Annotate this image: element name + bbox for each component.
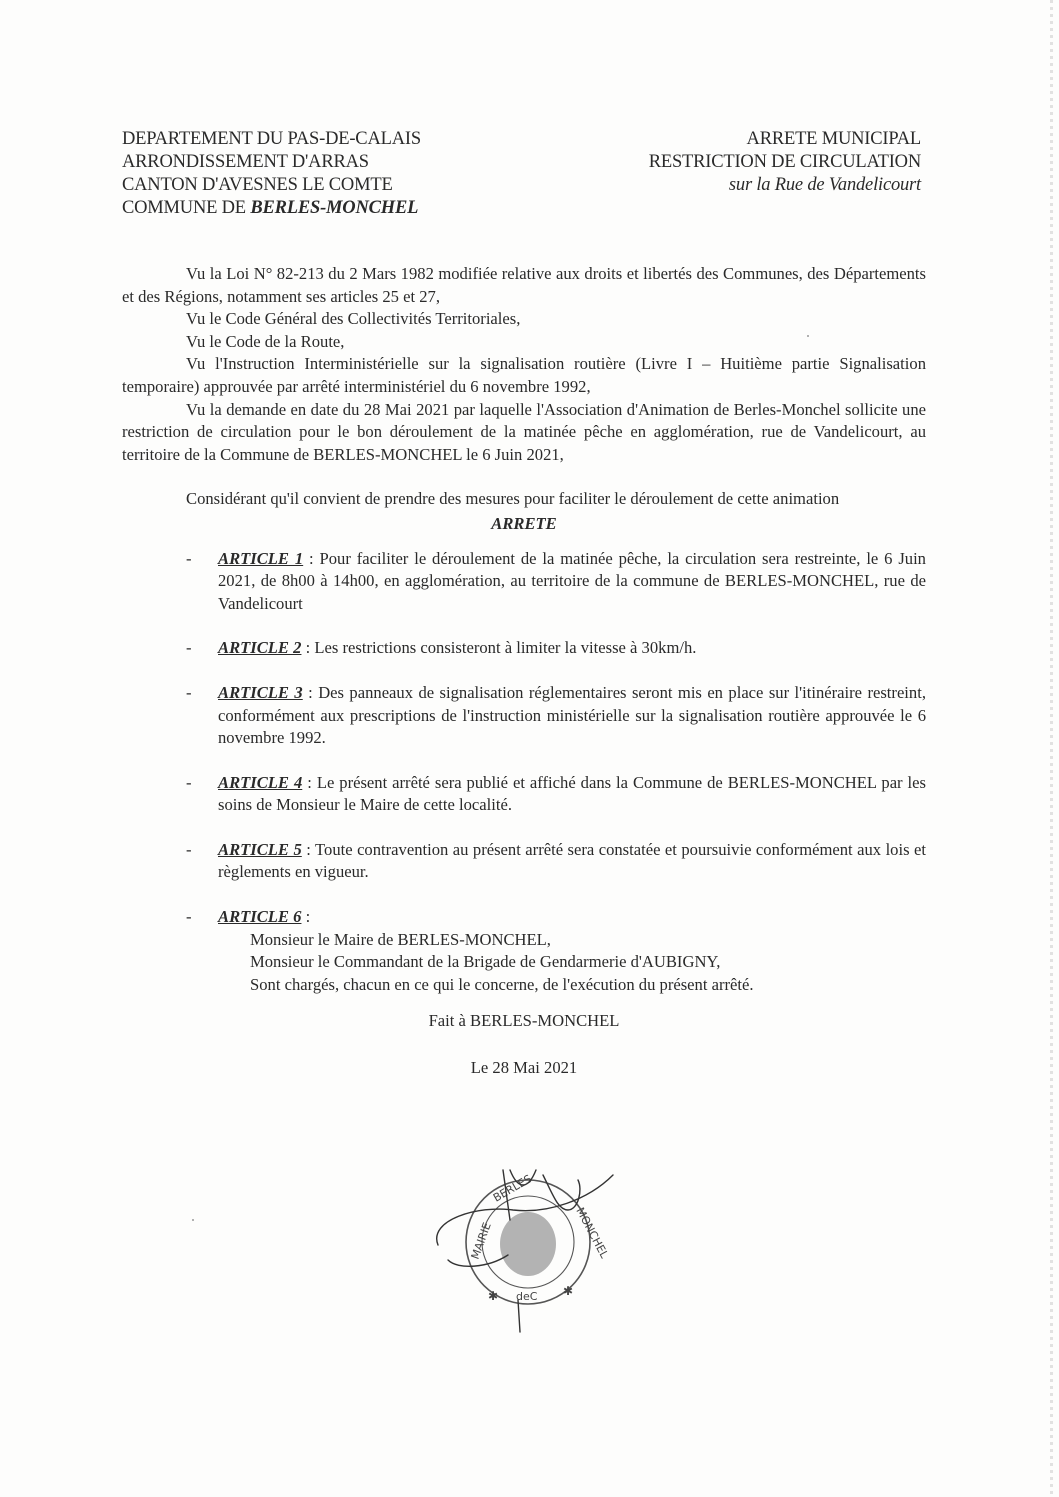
document-body xyxy=(122,263,926,1080)
svg-text:MONCHEL: MONCHEL xyxy=(573,1205,611,1261)
svg-text:✱: ✱ xyxy=(488,1289,499,1303)
list-dash: - xyxy=(186,772,192,792)
article-label: ARTICLE 6 xyxy=(218,907,302,927)
article-4 xyxy=(122,772,926,817)
svg-text:BERLES: BERLES xyxy=(491,1172,535,1205)
seal-emblem xyxy=(500,1212,556,1276)
article-label: ARTICLE 3 xyxy=(218,682,303,702)
article6-gendarmerie: Monsieur le Commandant de la Brigade de Gendarmerie d'AUBIGNY, xyxy=(250,952,721,972)
fait-a: Fait à BERLES-MONCHEL xyxy=(428,1011,620,1031)
article-separator: : xyxy=(301,638,315,658)
header-right xyxy=(561,128,921,197)
article-5 xyxy=(122,839,926,884)
article-text: Toute contravention au présent arrêté sera constatée et poursuivie conformément aux lois et règlements en vigueur. xyxy=(218,839,927,882)
list-dash: - xyxy=(186,638,192,658)
list-dash: - xyxy=(186,682,192,702)
mayor-seal-stamp xyxy=(418,1150,628,1340)
commune-prefix: COMMUNE DE xyxy=(122,198,251,218)
department-line: DEPARTEMENT DU PAS-DE-CALAIS xyxy=(122,129,421,149)
article-text: Des panneaux de signalisation réglementaires seront mis en place sur l'itinéraire restreint, conformément aux prescriptions de l'instruction ministérielle sur la signalisation routière approuvée le 6 novembre 1992. xyxy=(218,682,926,748)
document-subtitle: RESTRICTION DE CIRCULATION xyxy=(648,152,921,172)
scan-edge xyxy=(1050,0,1053,1497)
signature-date: Le 28 Mai 2021 xyxy=(470,1058,578,1078)
document-title: ARRETE MUNICIPAL xyxy=(746,129,921,149)
list-dash: - xyxy=(186,907,192,927)
article-separator: : xyxy=(302,772,317,792)
article-separator: : xyxy=(302,682,319,702)
list-dash: - xyxy=(186,839,192,859)
article-separator: : xyxy=(301,839,316,859)
article-separator: : xyxy=(303,548,320,568)
article-label: ARTICLE 5 xyxy=(218,839,302,859)
article-3 xyxy=(122,682,926,750)
preamble-loi: Vu la Loi N° 82-213 du 2 Mars 1982 modifiée relative aux droits et libertés des Communes, des Départements et des Régions, notamment ses articles 25 et 27, xyxy=(122,264,926,306)
article6-maire: Monsieur le Maire de BERLES-MONCHEL, xyxy=(250,929,551,949)
article6-charges: Sont chargés, chacun en ce qui le concerne, de l'exécution du présent arrêté. xyxy=(250,974,754,994)
list-dash: - xyxy=(186,548,192,568)
preamble-instruction: Vu l'Instruction Interministérielle sur la signalisation routière (Livre I – Huitième partie Signalisation temporaire) approuvée par arrêté interministériel du 6 novembre 1992, xyxy=(122,354,926,396)
preamble-code-route: Vu le Code de la Route, xyxy=(186,331,345,351)
article-6 xyxy=(122,906,926,996)
svg-text:deC: deC xyxy=(516,1290,538,1303)
article-label: ARTICLE 1 xyxy=(218,548,304,568)
svg-text:MAIRIE: MAIRIE xyxy=(468,1220,494,1262)
scan-speck xyxy=(807,335,809,337)
commune-name: BERLES-MONCHEL xyxy=(250,198,419,218)
article-text: Les restrictions consisteront à limiter la vitesse à 30km/h. xyxy=(314,638,697,658)
canton-line: CANTON D'AVESNES LE COMTE xyxy=(122,175,393,195)
article-label: ARTICLE 2 xyxy=(218,638,302,658)
article-2 xyxy=(122,637,926,660)
article-label: ARTICLE 4 xyxy=(218,772,303,792)
article-text: Pour faciliter le déroulement de la matinée pêche, la circulation sera restreinte, le 6 Juin 2021, de 8h00 à 14h00, en agglomération, au territoire de la commune de BERLES-MONCHEL, rue de Vandelicourt xyxy=(218,548,926,613)
arrondissement-line: ARRONDISSEMENT D'ARRAS xyxy=(122,152,369,172)
article-text: Le présent arrêté sera publié et affiché dans la Commune de BERLES-MONCHEL par les soins de Monsieur le Maire de cette localité. xyxy=(218,772,926,815)
document-location: sur la Rue de Vandelicourt xyxy=(728,175,921,195)
considerant: Considérant qu'il convient de prendre des mesures pour faciliter le déroulement de cette animation xyxy=(186,489,840,509)
article-separator: : xyxy=(301,907,311,927)
preamble-cgct: Vu le Code Général des Collectivités Territoriales, xyxy=(186,309,521,329)
commune-line xyxy=(122,197,482,220)
svg-text:✱: ✱ xyxy=(563,1284,574,1298)
article-1 xyxy=(122,548,926,616)
header-left xyxy=(122,128,482,220)
preamble-demande: Vu la demande en date du 28 Mai 2021 par laquelle l'Association d'Animation de Berles-Monchel sollicite une restriction de circulation pour le bon déroulement de la matinée pêche en agglomération, rue de Vandelicourt, au territoire de la Commune de BERLES-MONCHEL le 6 Juin 2021, xyxy=(122,399,926,464)
arrete-title: ARRETE xyxy=(491,513,557,533)
scan-speck xyxy=(192,1219,194,1221)
